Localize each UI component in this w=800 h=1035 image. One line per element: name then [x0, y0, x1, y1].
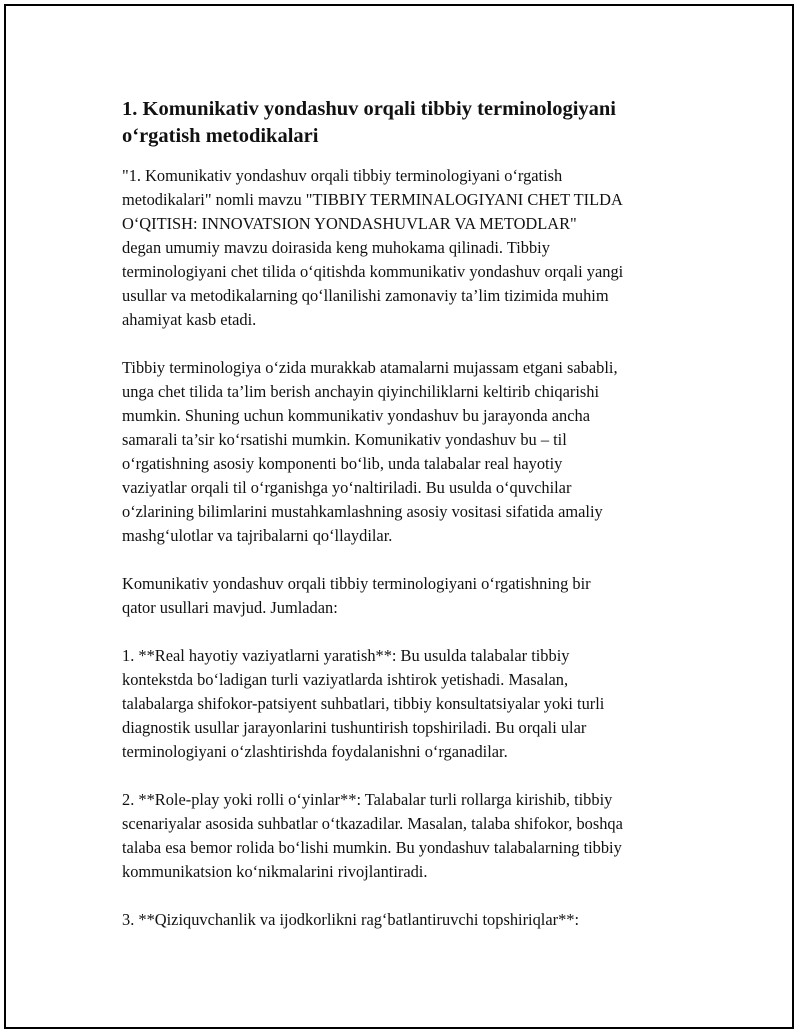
- page-title: 1. Komunikativ yondashuv orqali tibbiy terminologiyani o‘rgatish metodikalari: [122, 98, 617, 147]
- list-item-3: 3. **Qiziquvchanlik va ijodkorlikni rag‘batlantiruvchi topshiriqlar**:: [122, 910, 580, 929]
- list-item-1: 1. **Real hayotiy vaziyatlarni yaratish**: Bu usulda talabalar tibbiy kontekstda bo‘ladigan turli vaziyatlarda ishtirok yetishadi. Masalan, talabalarga shifokor-patsiyent suhbatlari, tibbiy konsultatsiyalar yoki turli diagnostik usullar jarayonlarini tushuntirish topshiriladi. Bu orqali ular terminologiyani o‘zlashtirishda foydalanishni o‘rganadilar.: [122, 646, 605, 761]
- page-frame: [4, 4, 794, 1029]
- document-body: [122, 96, 692, 956]
- paragraph-methods: Komunikativ yondashuv orqali tibbiy terminologiyani o‘rgatishning bir qator usullari mavjud. Jumladan:: [122, 574, 591, 617]
- paragraph-terminology: Tibbiy terminologiya o‘zida murakkab atamalarni mujassam etgani sababli, unga chet tilida ta’lim berish anchayin qiyinchiliklarni keltirib chiqarishi mumkin. Shuning uchun kommunikativ yondashuv bu jarayonda ancha samarali ta’sir ko‘rsatishi mumkin. Komunikativ yondashuv bu – til o‘rgatishning asosiy komponenti bo‘lib, unda talabalar real hayotiy vaziyatlar orqali til o‘rganishga yo‘naltiriladi. Bu usulda o‘quvchilar o‘zlarining bilimlarini mustahkamlashning asosiy vositasi sifatida amaliy mashg‘ulotlar va tajribalarni qo‘llaydilar.: [122, 358, 618, 545]
- list-item-2: 2. **Role-play yoki rolli o‘yinlar**: Talabalar turli rollarga kirishib, tibbiy scenariyalar asosida suhbatlar o‘tkazadilar. Masalan, talaba shifokor, boshqa talaba esa bemor rolida bo‘lishi mumkin. Bu yondashuv talabalarning tibbiy kommunikatsion ko‘nikmalarini rivojlantiradi.: [122, 790, 623, 881]
- paragraph-intro: "1. Komunikativ yondashuv orqali tibbiy terminologiyani o‘rgatish metodikalari" nomli mavzu "TIBBIY TERMINALOGIYANI CHET TILDA O‘QITISH: INNOVATSION YONDASHUVLAR VA METODLAR" degan umumiy mavzu doirasida keng muhokama qilinadi. Tibbiy terminologiyani chet tilida o‘qitishda kommunikativ yondashuv orqali yangi usullar va metodikalarning qo‘llanilishi zamonaviy ta’lim tizimida muhim ahamiyat kasb etadi.: [122, 166, 624, 329]
